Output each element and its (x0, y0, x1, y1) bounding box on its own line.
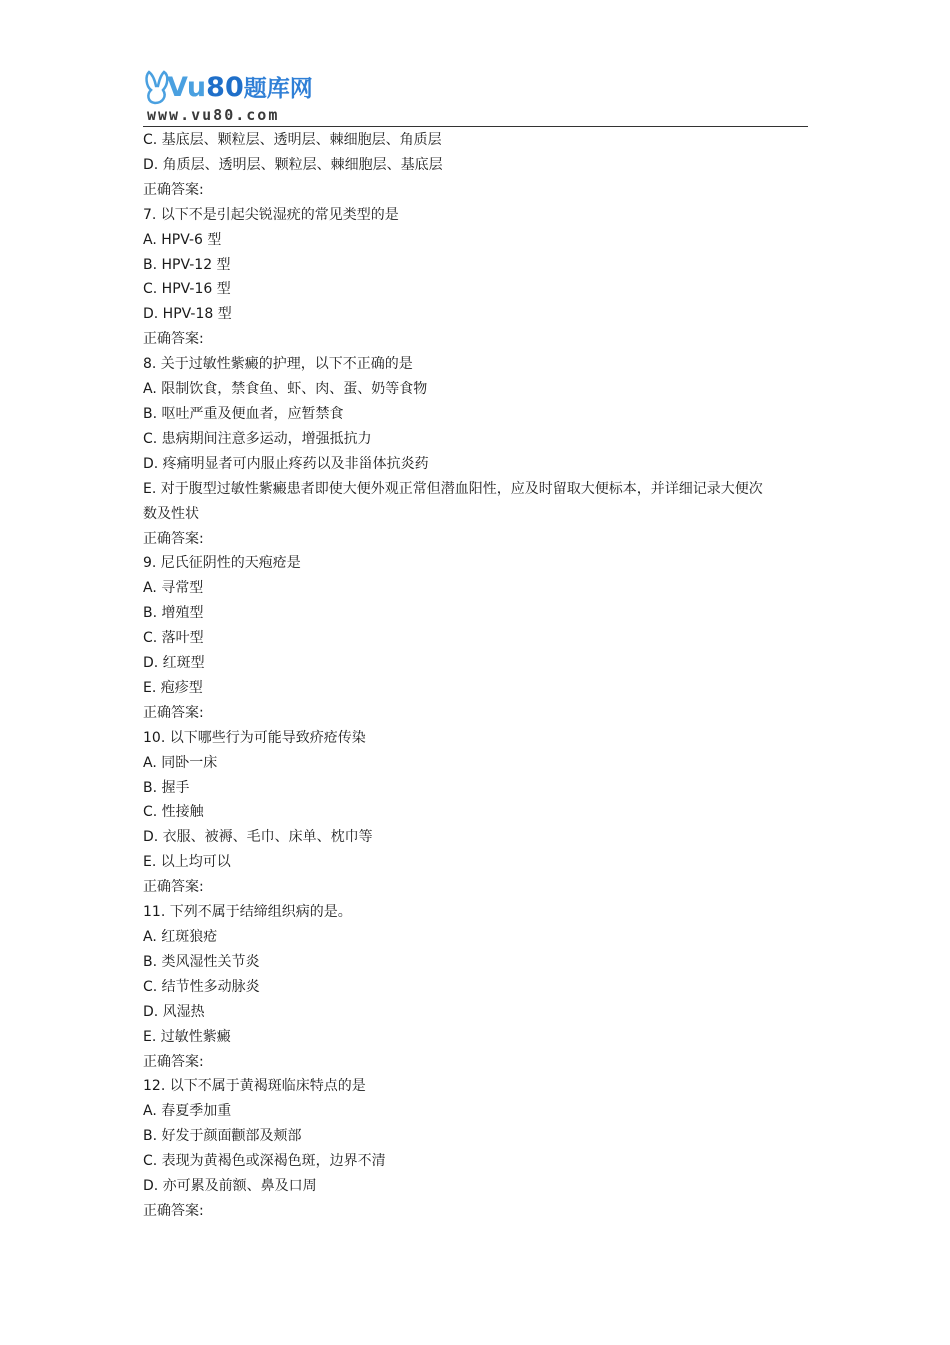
question-line: 7. 以下不是引起尖锐湿疣的常见类型的是 (143, 206, 399, 223)
question-line: 10. 以下哪些行为可能导致疥疮传染 (143, 729, 366, 746)
option-line: D. 亦可累及前额、鼻及口周 (143, 1178, 317, 1195)
option-line: A. 寻常型 (143, 580, 204, 597)
option-line: C. 性接触 (143, 804, 204, 821)
answer-label: 正确答案: (143, 1202, 204, 1219)
option-line: E. 以上均可以 (143, 854, 231, 871)
answer-label: 正确答案: (143, 704, 204, 721)
option-line: E. 疱疹型 (143, 679, 203, 696)
option-line: D. 角质层、透明层、颗粒层、棘细胞层、基底层 (143, 156, 443, 173)
answer-label: 正确答案: (143, 331, 204, 348)
answer-label: 正确答案: (143, 879, 204, 896)
option-line: E. 过敏性紫癜 (143, 1028, 231, 1045)
question-line: 9. 尼氏征阴性的天疱疮是 (143, 555, 301, 572)
header-divider (143, 126, 808, 127)
option-line: D. HPV-18 型 (143, 306, 232, 323)
option-line: C. HPV-16 型 (143, 281, 231, 298)
answer-label: 正确答案: (143, 181, 204, 198)
option-line: B. 呕吐严重及便血者，应暂禁食 (143, 405, 344, 422)
option-line: A. 限制饮食，禁食鱼、虾、肉、蛋、奶等食物 (143, 381, 428, 398)
option-line: D. 红斑型 (143, 655, 205, 672)
option-line: D. 衣服、被褥、毛巾、床单、枕巾等 (143, 829, 373, 846)
logo-chinese-text: 题库网 (243, 76, 313, 102)
answer-label: 正确答案: (143, 1053, 204, 1070)
question-line: 11. 下列不属于结缔组织病的是。 (143, 904, 352, 921)
question-line: 8. 关于过敏性紫癜的护理，以下不正确的是 (143, 356, 413, 373)
logo-v-text: Vu (167, 72, 207, 103)
answer-label: 正确答案: (143, 530, 204, 547)
option-line: C. 表现为黄褐色或深褐色斑，边界不清 (143, 1153, 386, 1170)
option-line: C. 结节性多动脉炎 (143, 978, 260, 995)
option-line: C. 落叶型 (143, 630, 204, 647)
option-line: D. 疼痛明显者可内服止疼药以及非甾体抗炎药 (143, 455, 429, 472)
option-line: C. 基底层、颗粒层、透明层、棘细胞层、角质层 (143, 132, 442, 148)
question-line: 12. 以下不属于黄褐斑临床特点的是 (143, 1078, 366, 1095)
page-header (143, 68, 808, 128)
option-line: A. 同卧一床 (143, 754, 218, 771)
logo-wordmark (167, 70, 313, 103)
option-line: D. 风湿热 (143, 1003, 205, 1020)
logo-url-text: www.vu80.com (147, 106, 280, 124)
option-line: B. HPV-12 型 (143, 256, 231, 273)
option-line: A. 红斑狼疮 (143, 929, 218, 945)
question-list (143, 128, 763, 1224)
option-line: A. 春夏季加重 (143, 1103, 232, 1120)
option-line: B. 好发于颜面颧部及颊部 (143, 1128, 302, 1145)
option-line: B. 握手 (143, 779, 190, 796)
option-line: A. HPV-6 型 (143, 231, 222, 248)
option-line: E. 对于腹型过敏性紫癜患者即使大便外观正常但潜血阳性，应及时留取大便标本，并详细记录大便次数及性状 (143, 480, 763, 522)
logo-number-text: 80 (206, 72, 244, 103)
site-logo[interactable] (143, 68, 343, 126)
option-line: B. 类风湿性关节炎 (143, 953, 260, 970)
option-line: B. 增殖型 (143, 605, 204, 622)
option-line: C. 患病期间注意多运动，增强抵抗力 (143, 430, 372, 447)
